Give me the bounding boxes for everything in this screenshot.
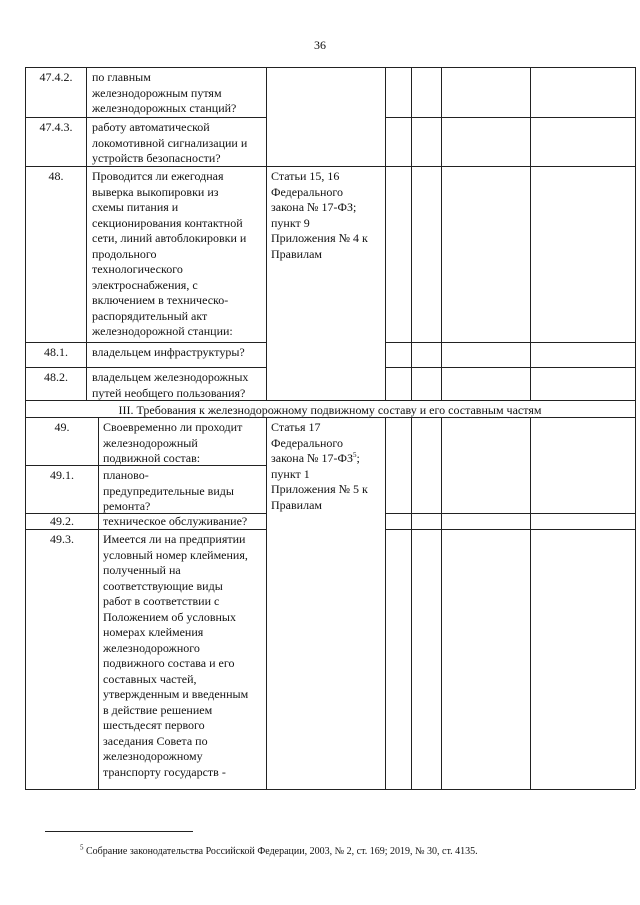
row-divider bbox=[25, 367, 266, 368]
row-divider bbox=[385, 367, 635, 368]
row-number: 49.2. bbox=[50, 514, 74, 528]
row-number: 47.4.3. bbox=[39, 120, 73, 134]
row-question: техническое обслуживание? bbox=[103, 514, 248, 528]
footnote-text: Собрание законодательства Российской Федерации, 2003, № 2, ст. 169; 2019, № 30, ст. 4135. bbox=[86, 846, 478, 857]
footnote-separator bbox=[45, 831, 193, 832]
footnote-marker: 5 bbox=[80, 843, 84, 852]
row-number: 47.4.2. bbox=[39, 70, 73, 84]
row-number: 49. bbox=[54, 420, 70, 434]
table-border-right bbox=[635, 67, 636, 789]
table-border-bottom bbox=[25, 789, 635, 790]
row-number: 48.2. bbox=[44, 370, 68, 384]
row-number: 49.3. bbox=[50, 532, 74, 546]
row-divider bbox=[25, 417, 635, 418]
section-title: III. Требования к железнодорожному подвижному составу и его составным частям bbox=[118, 403, 542, 417]
col-divider bbox=[98, 417, 99, 789]
col-divider bbox=[266, 67, 267, 400]
row-question: владельцем инфраструктуры? bbox=[92, 345, 245, 359]
row-divider bbox=[385, 117, 635, 118]
col-divider bbox=[266, 417, 267, 789]
row-question: владельцем железнодорожных путей необщего пользования? bbox=[92, 370, 249, 400]
footnote bbox=[80, 843, 478, 857]
requirement-text: Статья 17 Федерального закона № 17-ФЗ bbox=[271, 420, 353, 465]
row-divider bbox=[25, 117, 266, 118]
row-question: по главным железнодорожным путям железнодорожных станций? bbox=[92, 70, 237, 115]
table-border-top bbox=[25, 67, 635, 68]
row-requirement bbox=[271, 420, 383, 513]
footnote-ref: 5 bbox=[352, 451, 357, 459]
row-requirement: Статьи 15, 16 Федерального закона № 17-ФЗ; пункт 9 Приложения № 4 к Правилам bbox=[271, 169, 368, 261]
row-question: планово- предупредительные виды ремонта? bbox=[103, 468, 234, 513]
col-divider bbox=[385, 417, 386, 789]
col-divider bbox=[441, 417, 442, 789]
row-number: 48.1. bbox=[44, 345, 68, 359]
row-question: Своевременно ли проходит железнодорожный подвижной состав: bbox=[103, 420, 243, 465]
row-divider bbox=[25, 342, 266, 343]
page-number: 36 bbox=[314, 38, 326, 52]
row-number: 48. bbox=[48, 169, 64, 183]
col-divider bbox=[530, 417, 531, 789]
row-question: Проводится ли ежегодная выверка выкопировки из схемы питания и секционирования контактной сети, линий автоблокировки и продольного технологического электроснабжения, с включением в техническо- распорядительный акт железнодорожной станции: bbox=[92, 169, 247, 338]
row-divider bbox=[385, 342, 635, 343]
row-divider bbox=[385, 529, 635, 530]
row-number: 49.1. bbox=[50, 468, 74, 482]
row-question: работу автоматической локомотивной сигнализации и устройств безопасности? bbox=[92, 120, 248, 165]
row-question: Имеется ли на предприятии условный номер клеймения, полученный на соответствующие виды работ в соответствии с Положением об условных номерах клеймения железнодорожного подвижного состава и его составных частей, утвержденным и введенным в действие решением шестьдесят первого заседания Совета по железнодорожному транспорту государств - bbox=[103, 532, 249, 779]
requirement-text: ; пункт 1 Приложения № 5 к Правилам bbox=[271, 451, 368, 512]
col-divider bbox=[411, 417, 412, 789]
row-divider bbox=[385, 513, 635, 514]
